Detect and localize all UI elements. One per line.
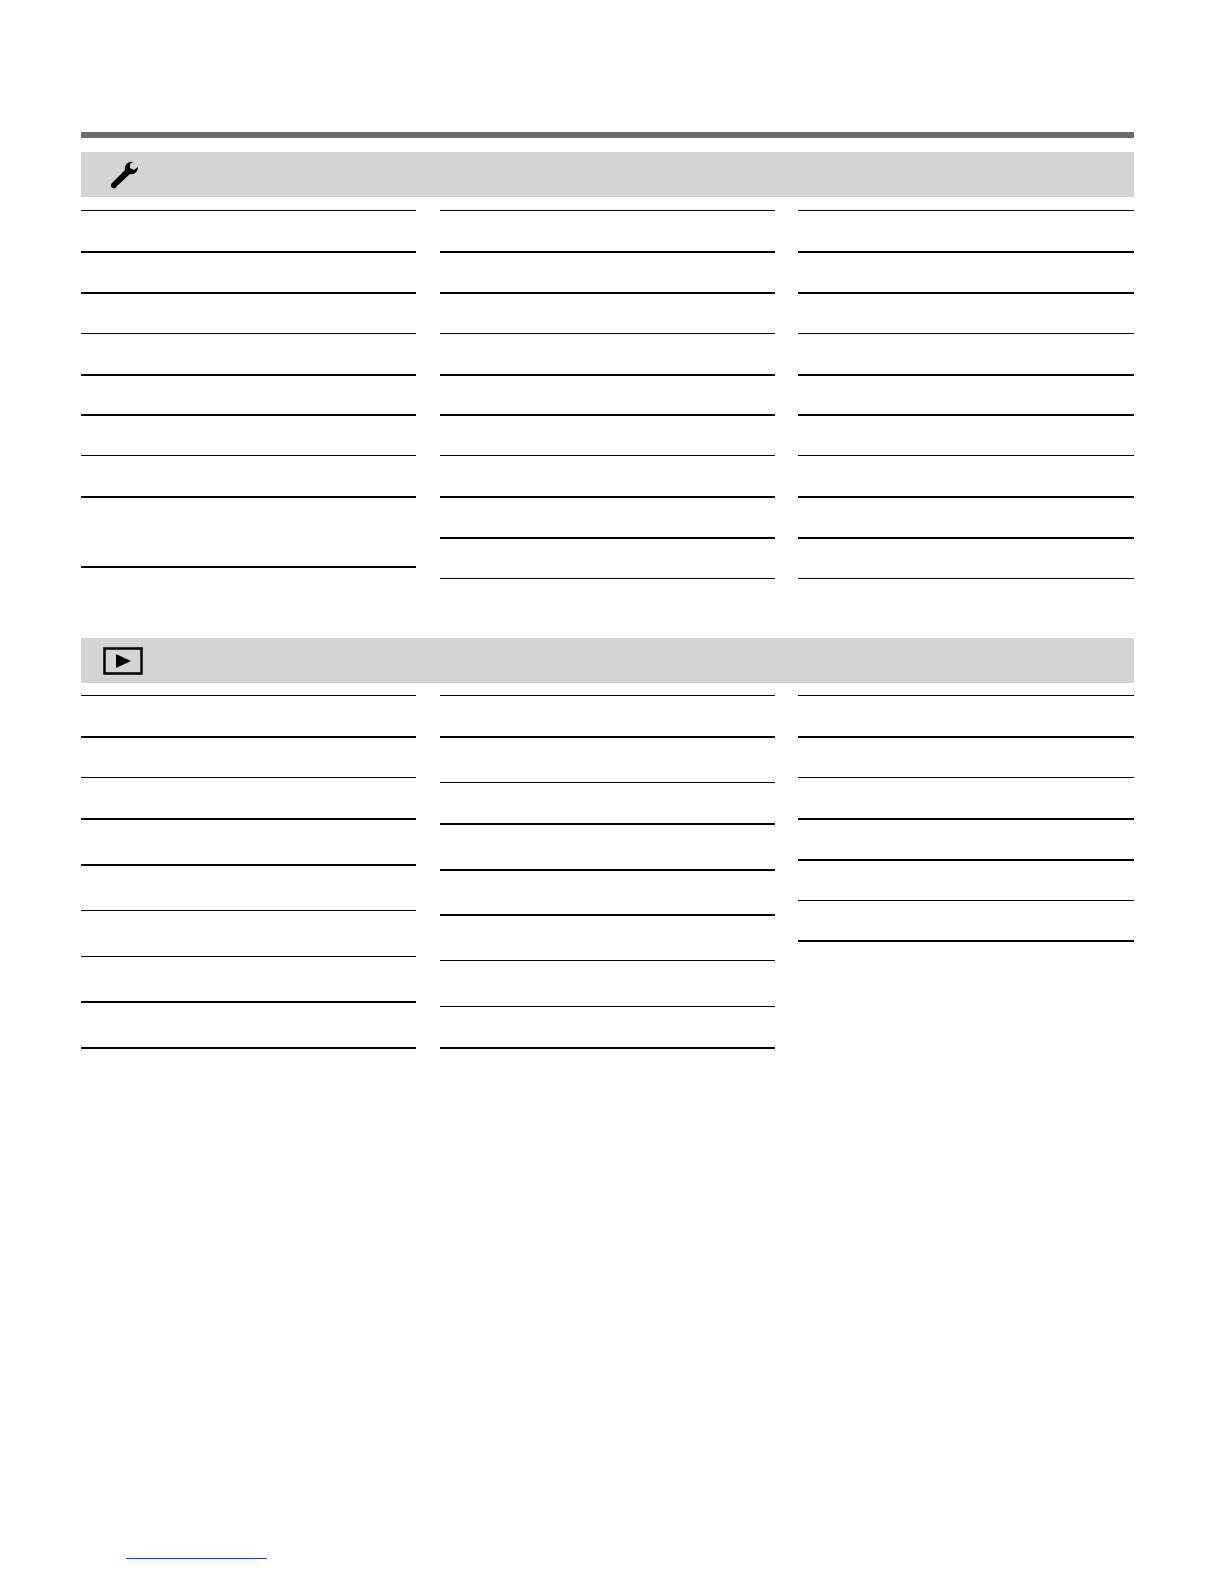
setup-row-rule <box>798 496 1134 498</box>
setup-row-rule <box>440 537 775 539</box>
setup-column-1 <box>81 210 416 570</box>
setup-row-rule <box>798 374 1134 376</box>
wrench-icon <box>103 158 143 192</box>
playback-row-rule <box>798 940 1134 942</box>
setup-row-rule <box>440 414 775 416</box>
setup-section-header <box>81 152 1134 197</box>
playback-row-rule <box>440 782 775 783</box>
setup-row-rule <box>440 496 775 498</box>
setup-row-rule <box>81 251 416 253</box>
setup-row-rule <box>440 251 775 253</box>
playback-section-header <box>81 638 1134 683</box>
playback-column-2 <box>440 695 775 1051</box>
setup-row-rule <box>798 537 1134 539</box>
setup-row-rule <box>798 210 1134 211</box>
playback-row-rule <box>440 823 775 825</box>
setup-row-rule <box>798 455 1134 456</box>
setup-row-rule <box>81 566 416 568</box>
playback-row-rule <box>798 777 1134 778</box>
setup-column-3 <box>798 210 1134 582</box>
playback-row-rule <box>81 1001 416 1003</box>
playback-row-rule <box>440 869 775 871</box>
setup-row-rule <box>81 210 416 211</box>
playback-row-rule <box>440 695 775 696</box>
playback-row-rule <box>81 777 416 778</box>
playback-row-rule <box>81 818 416 820</box>
setup-row-rule <box>798 414 1134 416</box>
playback-row-rule <box>798 900 1134 901</box>
setup-column-2 <box>440 210 775 582</box>
playback-row-rule <box>440 960 775 961</box>
playback-row-rule <box>81 695 416 696</box>
setup-row-rule <box>798 578 1134 579</box>
setup-row-rule <box>440 374 775 376</box>
playback-row-rule <box>81 956 416 957</box>
playback-column-3 <box>798 695 1134 945</box>
setup-row-rule <box>440 210 775 211</box>
playback-row-rule <box>440 1047 775 1049</box>
playback-row-rule <box>798 736 1134 738</box>
playback-column-1 <box>81 695 416 1051</box>
setup-row-rule <box>798 292 1134 294</box>
setup-row-rule <box>81 414 416 416</box>
play-icon <box>103 647 143 681</box>
setup-row-rule <box>81 496 416 498</box>
setup-row-rule <box>440 333 775 334</box>
top-rule <box>81 132 1134 138</box>
playback-row-rule <box>440 914 775 916</box>
setup-row-rule <box>81 455 416 456</box>
setup-row-rule <box>440 292 775 294</box>
playback-row-rule <box>798 859 1134 861</box>
playback-row-rule <box>440 1006 775 1007</box>
playback-row-rule <box>81 1047 416 1049</box>
setup-row-rule <box>81 333 416 334</box>
playback-row-rule <box>798 818 1134 820</box>
setup-row-rule <box>440 578 775 579</box>
setup-row-rule <box>798 251 1134 253</box>
playback-row-rule <box>440 736 775 738</box>
playback-row-rule <box>798 695 1134 696</box>
setup-row-rule <box>798 333 1134 334</box>
playback-row-rule <box>81 910 416 911</box>
footnote-link-underline[interactable] <box>126 1558 267 1559</box>
setup-row-rule <box>81 292 416 294</box>
setup-row-rule <box>81 374 416 376</box>
setup-row-rule <box>440 455 775 456</box>
playback-row-rule <box>81 864 416 866</box>
playback-row-rule <box>81 736 416 738</box>
